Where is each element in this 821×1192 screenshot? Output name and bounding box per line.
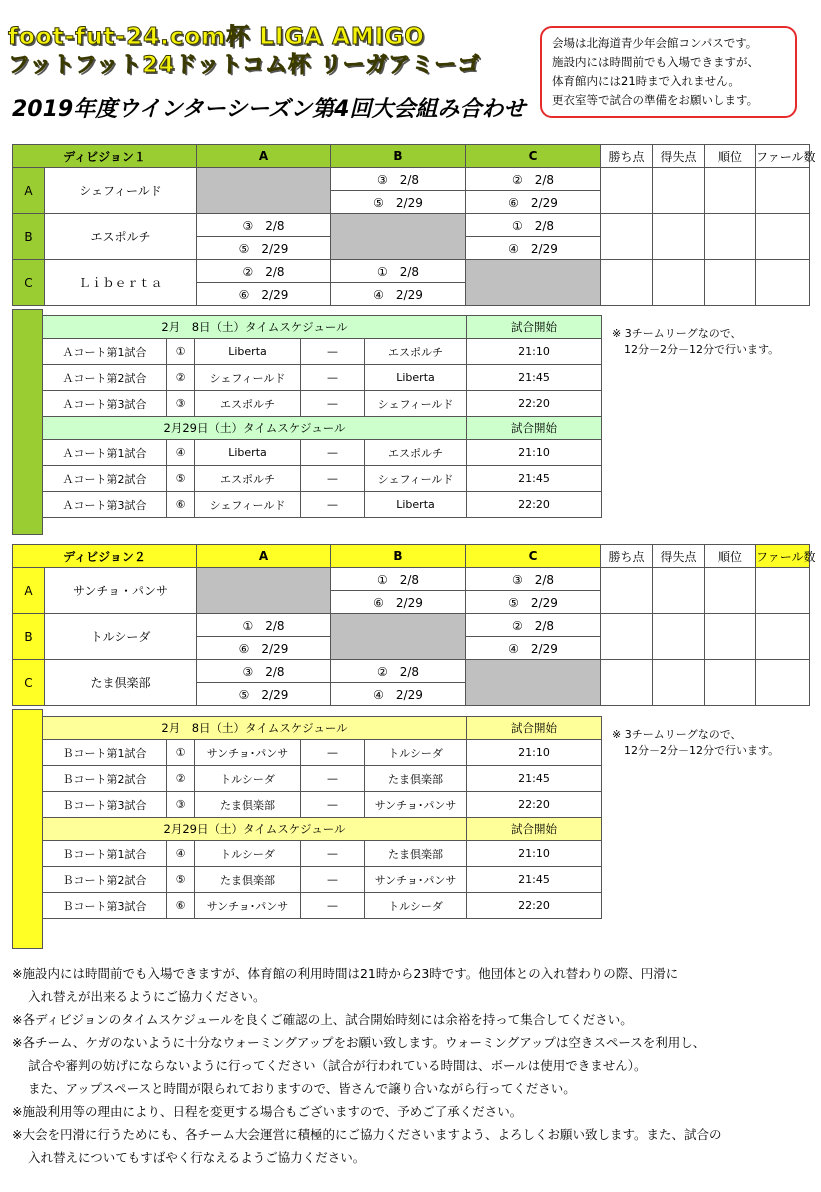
match-row [43, 440, 602, 466]
match-cell: ④ 2/29 [331, 283, 466, 306]
team-name: シェフィールド [45, 168, 197, 214]
match-cell: ⑥ 2/29 [466, 191, 601, 214]
team-name: トルシーダ [45, 614, 197, 660]
match-cell: ③ 2/8 [197, 214, 331, 237]
away-team: Liberta [365, 492, 467, 518]
column-a-header: A [197, 145, 331, 168]
kickoff-time: 21:10 [467, 440, 602, 466]
home-team: サンチョ･パンサ [195, 740, 301, 766]
venue-notice-box [540, 26, 797, 118]
match-number: ④ [167, 440, 195, 466]
match-cell: ② 2/8 [466, 614, 601, 637]
footer-line: ※施設利用等の理由により、日程を変更する場合もございますので、予めご了承ください。 [12, 1104, 523, 1119]
match-row [43, 867, 602, 893]
fouls-cell [756, 260, 810, 306]
rank-cell [705, 660, 756, 706]
footer-line: 入れ替えが出来るようにご協力ください。 [28, 989, 266, 1004]
start-time-header: 試合開始 [467, 717, 602, 740]
goal-difference-cell [653, 168, 705, 214]
match-row [43, 766, 602, 792]
versus-dash: — [301, 766, 365, 792]
home-team: Liberta [195, 440, 301, 466]
kickoff-time: 21:45 [467, 766, 602, 792]
match-cell: ② 2/8 [466, 168, 601, 191]
self-match-cell [197, 168, 331, 214]
away-team: たま倶楽部 [365, 841, 467, 867]
footer-line: ※大会を円滑に行うためにも、各チーム大会運営に積極的にご協力くださいますよう、よろしくお願い致します。また、試合の [12, 1127, 722, 1142]
note-line: ※ 3チームリーグなので、 [612, 728, 742, 741]
notice-line: 会場は北海道青少年会館コンパスです。 [552, 36, 758, 50]
division1-standings-table [12, 144, 816, 306]
kickoff-time: 22:20 [467, 391, 602, 417]
rank-header: 順位 [705, 545, 756, 568]
row-letter-b: B [13, 214, 45, 260]
court-label: Ａコート第2試合 [43, 365, 167, 391]
match-cell: ④ 2/29 [466, 637, 601, 660]
home-team: エスポルチ [195, 391, 301, 417]
column-c-header: C [466, 145, 601, 168]
points-cell [601, 568, 653, 614]
home-team: シェフィールド [195, 365, 301, 391]
match-row [43, 841, 602, 867]
match-row [43, 365, 602, 391]
match-cell: ① 2/8 [331, 260, 466, 283]
kickoff-time: 21:45 [467, 466, 602, 492]
event-title-english: foot-fut-24.com杯 LIGA AMIGO [8, 24, 425, 50]
match-number: ③ [167, 792, 195, 818]
home-team: サンチョ･パンサ [195, 893, 301, 919]
footer-line: 試合や審判の妨げにならないように行ってください（試合が行われている時間は、ボールは使用できません）。 [28, 1058, 647, 1073]
match-cell: ⑤ 2/29 [331, 191, 466, 214]
away-team: サンチョ･パンサ [365, 867, 467, 893]
goal-difference-cell [653, 660, 705, 706]
versus-dash: — [301, 740, 365, 766]
row-letter-b: B [13, 614, 45, 660]
start-time-header: 試合開始 [467, 316, 602, 339]
away-team: たま倶楽部 [365, 766, 467, 792]
notice-line: 体育館内には21時まで入れません。 [552, 74, 740, 88]
match-cell: ⑥ 2/29 [331, 591, 466, 614]
row-letter-c: C [13, 260, 45, 306]
versus-dash: — [301, 492, 365, 518]
court-label: Ｂコート第1試合 [43, 841, 167, 867]
home-team: たま倶楽部 [195, 792, 301, 818]
away-team: トルシーダ [365, 893, 467, 919]
fouls-header: ファール数 [756, 545, 810, 568]
self-match-cell [331, 614, 466, 660]
versus-dash: — [301, 792, 365, 818]
versus-dash: — [301, 841, 365, 867]
kickoff-time: 21:10 [467, 339, 602, 365]
match-row [43, 893, 602, 919]
points-cell [601, 660, 653, 706]
home-team: Liberta [195, 339, 301, 365]
match-number: ⑤ [167, 466, 195, 492]
fouls-cell [756, 168, 810, 214]
match-number: ⑥ [167, 492, 195, 518]
points-header: 勝ち点 [601, 145, 653, 168]
goal-difference-header: 得失点 [653, 545, 705, 568]
row-letter-a: A [13, 568, 45, 614]
match-cell: ② 2/8 [331, 660, 466, 683]
event-title-katakana: フットフット24ドットコム杯 リーガアミーゴ [8, 53, 481, 78]
match-row [43, 391, 602, 417]
fouls-cell [756, 214, 810, 260]
kickoff-time: 21:10 [467, 841, 602, 867]
match-number: ① [167, 740, 195, 766]
home-team: シェフィールド [195, 492, 301, 518]
court-label: Ａコート第3試合 [43, 492, 167, 518]
match-cell: ① 2/8 [197, 614, 331, 637]
points-cell [601, 260, 653, 306]
kickoff-time: 22:20 [467, 492, 602, 518]
court-label: Ａコート第1試合 [43, 339, 167, 365]
match-cell: ⑤ 2/29 [197, 683, 331, 706]
court-label: Ｂコート第2試合 [43, 766, 167, 792]
match-number: ⑤ [167, 867, 195, 893]
court-label: Ａコート第3試合 [43, 391, 167, 417]
schedule-title: 2月 8日（土）タイムスケジュール [43, 316, 467, 339]
court-label: Ｂコート第3試合 [43, 792, 167, 818]
self-match-cell [331, 214, 466, 260]
match-row [43, 466, 602, 492]
home-team: トルシーダ [195, 766, 301, 792]
match-cell: ④ 2/29 [466, 237, 601, 260]
footer-line: ※施設内には時間前でも入場できますが、体育館の利用時間は21時から23時です。他団体との入れ替わりの際、円滑に [12, 966, 679, 981]
division2-schedule-table [42, 716, 602, 919]
self-match-cell [466, 660, 601, 706]
versus-dash: — [301, 867, 365, 893]
schedule-title: 2月 8日（土）タイムスケジュール [43, 717, 467, 740]
notice-line: 更衣室等で試合の準備をお願いします。 [552, 93, 759, 107]
start-time-header: 試合開始 [467, 818, 602, 841]
note-line: ※ 3チームリーグなので、 [612, 327, 742, 340]
versus-dash: — [301, 440, 365, 466]
fouls-header: ファール数 [756, 145, 810, 168]
kickoff-time: 22:20 [467, 893, 602, 919]
row-letter-a: A [13, 168, 45, 214]
footer-line: 入れ替えについてもすばやく行なえるようご協力ください。 [28, 1150, 366, 1165]
footer-line: ※各ディビジョンのタイムスケジュールを良くご確認の上、試合開始時刻には余裕を持って集合してください。 [12, 1012, 633, 1027]
note-line: 12分－2分－12分で行います。 [624, 343, 780, 356]
rank-cell [705, 614, 756, 660]
match-row [43, 792, 602, 818]
team-name: Ｌｉｂｅｒｔａ [45, 260, 197, 306]
match-number: ① [167, 339, 195, 365]
versus-dash: — [301, 365, 365, 391]
team-name: たま倶楽部 [45, 660, 197, 706]
match-number: ③ [167, 391, 195, 417]
versus-dash: — [301, 893, 365, 919]
court-label: Ｂコート第2試合 [43, 867, 167, 893]
team-name: サンチョ・パンサ [45, 568, 197, 614]
court-label: Ｂコート第1試合 [43, 740, 167, 766]
match-cell: ② 2/8 [197, 260, 331, 283]
match-cell: ① 2/8 [331, 568, 466, 591]
match-number: ② [167, 766, 195, 792]
kickoff-time: 21:10 [467, 740, 602, 766]
away-team: Liberta [365, 365, 467, 391]
start-time-header: 試合開始 [467, 417, 602, 440]
versus-dash: — [301, 466, 365, 492]
court-label: Ｂコート第3試合 [43, 893, 167, 919]
footer-line: また、アップスペースと時間が限られておりますので、皆さんで譲り合いながら行ってください。 [28, 1081, 576, 1096]
goal-difference-cell [653, 614, 705, 660]
division1-sidebar [12, 309, 43, 535]
match-cell: ① 2/8 [466, 214, 601, 237]
match-number: ④ [167, 841, 195, 867]
match-cell: ③ 2/8 [197, 660, 331, 683]
home-team: トルシーダ [195, 841, 301, 867]
match-row [43, 339, 602, 365]
away-team: トルシーダ [365, 740, 467, 766]
match-cell: ④ 2/29 [331, 683, 466, 706]
kickoff-time: 22:20 [467, 792, 602, 818]
division1-schedule-table [42, 315, 602, 518]
match-cell: ⑥ 2/29 [197, 283, 331, 306]
match-cell: ⑤ 2/29 [197, 237, 331, 260]
notice-line: 施設内には時間前でも入場できますが、 [552, 55, 759, 69]
row-letter-c: C [13, 660, 45, 706]
division1-header: ディビジョン１ [13, 145, 197, 168]
versus-dash: — [301, 339, 365, 365]
goal-difference-cell [653, 214, 705, 260]
points-cell [601, 168, 653, 214]
points-header: 勝ち点 [601, 545, 653, 568]
goal-difference-cell [653, 260, 705, 306]
away-team: シェフィールド [365, 466, 467, 492]
division2-header: ディビジョン２ [13, 545, 197, 568]
column-b-header: B [331, 145, 466, 168]
schedule-title: 2月29日（土）タイムスケジュール [43, 818, 467, 841]
self-match-cell [197, 568, 331, 614]
versus-dash: — [301, 391, 365, 417]
match-row [43, 740, 602, 766]
footer-notes [12, 962, 812, 1169]
points-cell [601, 214, 653, 260]
away-team: エスポルチ [365, 440, 467, 466]
team-name: エスポルチ [45, 214, 197, 260]
court-label: Ａコート第2試合 [43, 466, 167, 492]
away-team: エスポルチ [365, 339, 467, 365]
match-row [43, 492, 602, 518]
goal-difference-cell [653, 568, 705, 614]
rank-cell [705, 168, 756, 214]
match-cell: ⑤ 2/29 [466, 591, 601, 614]
schedule-title: 2月29日（土）タイムスケジュール [43, 417, 467, 440]
points-cell [601, 614, 653, 660]
fouls-cell [756, 660, 810, 706]
division2-sidebar [12, 709, 43, 949]
rank-cell [705, 214, 756, 260]
match-number: ② [167, 365, 195, 391]
kickoff-time: 21:45 [467, 867, 602, 893]
column-b-header: B [331, 545, 466, 568]
kickoff-time: 21:45 [467, 365, 602, 391]
footer-line: ※各チーム、ケガのないように十分なウォーミングアップをお願い致します。ウォーミングアップは空きスペースを利用し、 [12, 1035, 706, 1050]
column-c-header: C [466, 545, 601, 568]
page-title: 2019年度ウインターシーズン第4回大会組み合わせ [12, 97, 526, 122]
court-label: Ａコート第1試合 [43, 440, 167, 466]
match-cell: ③ 2/8 [331, 168, 466, 191]
division1-league-note [612, 326, 779, 358]
rank-cell [705, 260, 756, 306]
fouls-cell [756, 614, 810, 660]
match-number: ⑥ [167, 893, 195, 919]
goal-difference-header: 得失点 [653, 145, 705, 168]
home-team: たま倶楽部 [195, 867, 301, 893]
note-line: 12分－2分－12分で行います。 [624, 744, 780, 757]
away-team: サンチョ･パンサ [365, 792, 467, 818]
away-team: シェフィールド [365, 391, 467, 417]
rank-cell [705, 568, 756, 614]
rank-header: 順位 [705, 145, 756, 168]
match-cell: ③ 2/8 [466, 568, 601, 591]
self-match-cell [466, 260, 601, 306]
division2-standings-table [12, 544, 816, 706]
column-a-header: A [197, 545, 331, 568]
division2-league-note [612, 727, 779, 759]
match-cell: ⑥ 2/29 [197, 637, 331, 660]
fouls-cell [756, 568, 810, 614]
home-team: エスポルチ [195, 466, 301, 492]
